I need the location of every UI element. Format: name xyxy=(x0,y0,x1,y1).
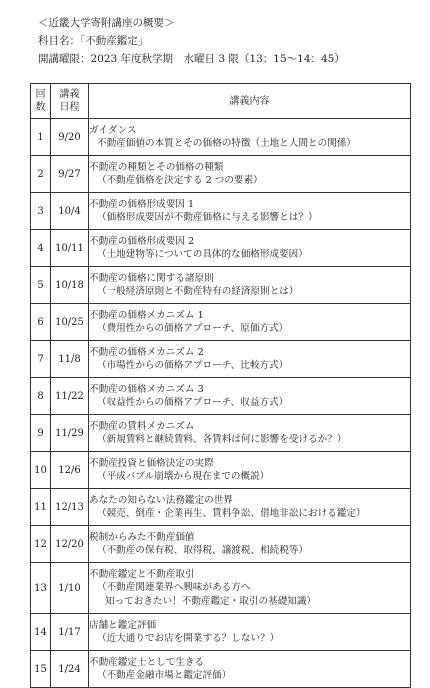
lecture-detail: （競売、倒産・企業再生、賃料争訟、借地非訟における鑑定） xyxy=(97,508,366,519)
lecture-date: 10/11 xyxy=(51,230,89,267)
lecture-content xyxy=(89,230,411,267)
table-row xyxy=(31,156,411,193)
lecture-topic: 不動産の価格に関する諸原則 xyxy=(89,272,214,284)
lecture-detail: （市場性からの価格アプローチ、比較方式） xyxy=(97,360,289,371)
lecture-number: 6 xyxy=(31,304,51,341)
lecture-content xyxy=(89,563,411,614)
lecture-detail: （不動産金融市場と鑑定評価） xyxy=(97,670,232,681)
header-lecture-number: 回 数 xyxy=(31,84,51,119)
lecture-date: 1/24 xyxy=(51,651,89,688)
lecture-detail: （平成バブル崩壊から現在までの概説） xyxy=(97,471,270,482)
lecture-topic: 不動産の種類とその価格の種類 xyxy=(89,161,224,173)
lecture-topic: あなたの知らない法務鑑定の世界 xyxy=(89,494,233,506)
lecture-content xyxy=(89,193,411,230)
lecture-number: 13 xyxy=(31,563,51,614)
lecture-date: 11/29 xyxy=(51,415,89,452)
lecture-topic: 不動産鑑定と不動産取引 xyxy=(89,568,195,580)
table-row xyxy=(31,230,411,267)
lecture-number: 4 xyxy=(31,230,51,267)
lecture-date: 11/22 xyxy=(51,378,89,415)
lecture-date: 11/8 xyxy=(51,341,89,378)
lecture-detail: （不動産関連業界へ興味がある方へ xyxy=(97,582,251,594)
lecture-topic: ガイダンス xyxy=(89,124,137,136)
lecture-topic: 不動産の価格メカニズム 2 xyxy=(89,346,204,358)
lecture-date: 9/27 xyxy=(51,156,89,193)
table-row xyxy=(31,193,411,230)
lecture-number: 14 xyxy=(31,614,51,651)
lecture-date: 12/20 xyxy=(51,526,89,563)
lecture-number: 12 xyxy=(31,526,51,563)
lecture-number: 5 xyxy=(31,267,51,304)
table-header-row xyxy=(31,84,411,119)
lecture-number: 2 xyxy=(31,156,51,193)
lecture-date: 10/18 xyxy=(51,267,89,304)
lecture-detail: （価格形成要因が不動産価格に与える影響とは？） xyxy=(97,212,318,223)
lecture-detail: 知っておきたい！不動産鑑定・取引の基礎知識） xyxy=(105,595,317,607)
lecture-content xyxy=(89,526,411,563)
lecture-detail: （新規賃料と継続賃料、各賃料は何に影響を受けるか？） xyxy=(97,434,347,445)
lecture-detail: （土地建物等についての具体的な価格形成要因） xyxy=(97,249,308,260)
lecture-number: 3 xyxy=(31,193,51,230)
lecture-topic: 不動産の価格メカニズム 1 xyxy=(89,309,204,321)
table-row xyxy=(31,563,411,614)
lecture-detail: 不動産価値の本質とその価格の特徴（土地と人間との関係） xyxy=(97,138,357,149)
header-lecture-content: 講義内容 xyxy=(89,84,411,119)
lecture-topic: 不動産鑑定士として生きる xyxy=(89,656,205,668)
table-row xyxy=(31,378,411,415)
table-row xyxy=(31,489,411,526)
lecture-detail: （不動産価格を決定する 2 つの要素） xyxy=(97,175,263,186)
lecture-number: 7 xyxy=(31,341,51,378)
lecture-content xyxy=(89,378,411,415)
lecture-date: 1/10 xyxy=(51,563,89,614)
lecture-number: 1 xyxy=(31,119,51,156)
lecture-number: 10 xyxy=(31,452,51,489)
lecture-date: 10/25 xyxy=(51,304,89,341)
lecture-date: 12/13 xyxy=(51,489,89,526)
lecture-content xyxy=(89,304,411,341)
lecture-topic: 不動産の賃料メカニズム xyxy=(89,420,195,432)
lecture-content xyxy=(89,267,411,304)
lecture-content xyxy=(89,614,411,651)
lecture-content xyxy=(89,415,411,452)
header-lecture-date: 講義 日程 xyxy=(51,84,89,119)
table-row xyxy=(31,304,411,341)
lecture-topic: 不動産の価格形成要因 1 xyxy=(89,198,195,210)
lecture-content xyxy=(89,341,411,378)
table-row xyxy=(31,267,411,304)
lecture-date: 10/4 xyxy=(51,193,89,230)
table-row xyxy=(31,526,411,563)
table-row xyxy=(31,341,411,378)
lecture-content xyxy=(89,452,411,489)
document-header xyxy=(38,14,418,68)
lecture-date: 12/6 xyxy=(51,452,89,489)
lecture-content xyxy=(89,489,411,526)
lecture-number: 9 xyxy=(31,415,51,452)
lecture-number: 8 xyxy=(31,378,51,415)
lecture-content xyxy=(89,119,411,156)
table-row xyxy=(31,614,411,651)
table-row xyxy=(31,452,411,489)
lecture-detail: （収益性からの価格アプローチ、収益方式） xyxy=(97,397,289,408)
lecture-topic: 税制からみた不動産価値 xyxy=(89,531,195,543)
lecture-date: 9/20 xyxy=(51,119,89,156)
lecture-detail: （近大通りでお店を開業する？しない？） xyxy=(97,633,280,644)
document-title: ＜近畿大学寄附講座の概要＞ xyxy=(38,17,175,29)
lecture-number: 15 xyxy=(31,651,51,688)
lecture-topic: 店舗と鑑定評価 xyxy=(89,619,157,631)
table-row xyxy=(31,119,411,156)
lecture-detail: （一般経済原則と不動産特有の経済原則とは） xyxy=(97,286,299,297)
class-schedule: 開講曜限：2023 年度秋学期 水曜日 3 限（13：15～14：45） xyxy=(38,53,345,65)
lecture-content xyxy=(89,156,411,193)
lecture-topic: 不動産投資と価格決定の実際 xyxy=(89,457,214,469)
subject-name: 科目名：「不動産鑑定」 xyxy=(38,35,149,47)
lecture-date: 1/17 xyxy=(51,614,89,651)
lecture-topic: 不動産の価格形成要因 2 xyxy=(89,235,195,247)
lecture-topic: 不動産の価格メカニズム 3 xyxy=(89,383,204,395)
lecture-schedule-table xyxy=(30,83,411,688)
lecture-detail: （不動産の保有税、取得税、譲渡税、相続税等） xyxy=(97,545,309,556)
table-body xyxy=(31,119,411,688)
lecture-number: 11 xyxy=(31,489,51,526)
lecture-detail: （費用性からの価格アプローチ、原価方式） xyxy=(97,323,289,334)
table-row xyxy=(31,415,411,452)
